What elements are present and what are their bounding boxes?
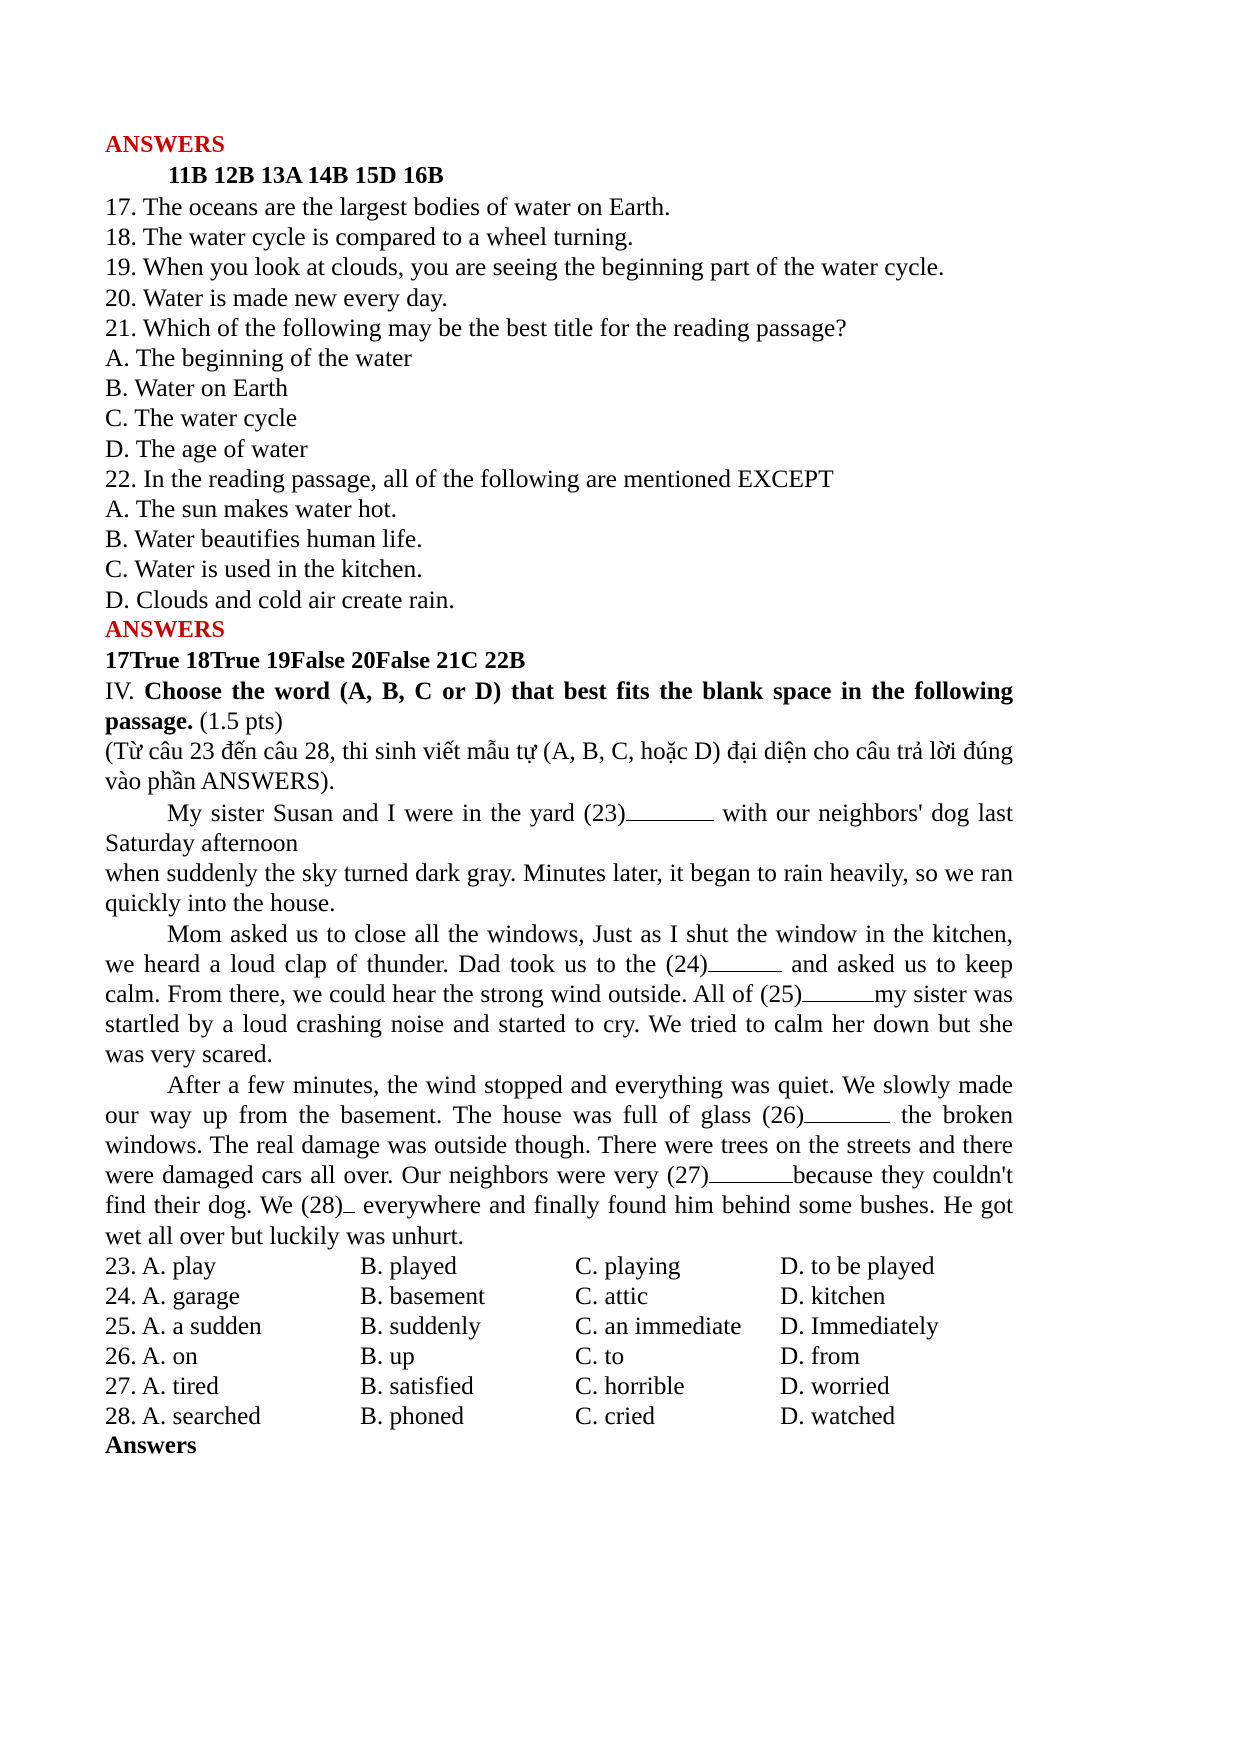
answers-heading-2: ANSWERS [105, 616, 226, 643]
option-24-c: C. attic [575, 1281, 649, 1310]
section-iv-heading [105, 677, 1013, 737]
question-22-stem: 22. In the reading passage, all of the following are mentioned EXCEPT [105, 463, 834, 493]
option-27-a: A. tired [141, 1371, 219, 1400]
question-22-option-c: C. Water is used in the kitchen. [105, 554, 423, 584]
option-23-c: C. playing [575, 1251, 681, 1280]
passage-p3-part-d: everywhere and finally found him behind some bushes. He got wet all over but luckily was unhurt. [105, 1191, 1013, 1250]
question-21-option-d: D. The age of water [105, 433, 308, 463]
option-row-24-a [105, 1281, 360, 1311]
answer-key-line-2: 17True 18True 19False 20False 21C 22B [105, 646, 526, 674]
passage-paragraph-3 [105, 1070, 1013, 1251]
option-27-d: D. worried [780, 1371, 890, 1400]
option-26-c: C. to [575, 1341, 625, 1370]
table-row [105, 1401, 1013, 1431]
passage-p2-part-c: my sister was startled by a loud crashing noise and started to cry. We tried to calm her down but she was very scared. [105, 980, 1013, 1069]
question-22-option-a: A. The sun makes water hot. [105, 494, 398, 524]
section-iv-points: (1.5 pts) [199, 707, 283, 735]
answers-heading-3: Answers [105, 1431, 197, 1459]
option-row-27-number: 27. [105, 1371, 137, 1400]
statement-18: 18. The water cycle is compared to a wheel turning. [105, 222, 634, 252]
passage-p3-part-c: because they couldn't find their dog. We (28) [105, 1161, 1013, 1220]
option-24-d: D. kitchen [780, 1281, 886, 1310]
question-21-stem: 21. Which of the following may be the best title for the reading passage? [105, 312, 847, 342]
blank-23 [626, 820, 714, 821]
option-25-d: D. Immediately [780, 1311, 939, 1340]
passage-p1-part-a: My sister Susan and I were in the yard (23) [167, 798, 626, 827]
table-row [105, 1311, 1013, 1341]
statement-17: 17. The oceans are the largest bodies of water on Earth. [105, 192, 671, 221]
table-row [105, 1341, 1013, 1371]
passage-p1-part-b: with our neighbors' dog last Saturday afternoon [105, 798, 1014, 858]
option-27-b: B. satisfied [360, 1371, 474, 1400]
passage-p2-part-a: Mom asked us to close all the windows, Just as I shut the window in the kitchen, we heard a loud clap of thunder. Dad took us to the (24) [105, 919, 1013, 978]
statement-19: 19. When you look at clouds, you are seeing the beginning part of the water cycle. [105, 252, 945, 282]
statement-20: 20. Water is made new every day. [105, 282, 448, 312]
option-24-a: A. garage [141, 1281, 240, 1310]
vietnamese-instruction-note: (Từ câu 23 đến câu 28, thi sinh viết mẫu tự (A, B, C, hoặc D) đại diện cho câu trả lời đúng vào phần ANSWERS). [105, 737, 1013, 796]
answer-options-body [105, 1251, 1013, 1431]
section-iv-numeral: IV. [105, 677, 135, 705]
option-row-23-a [105, 1251, 360, 1281]
answers-heading-1: ANSWERS [105, 132, 226, 158]
question-21-option-a: A. The beginning of the water [105, 343, 412, 373]
passage-p3-part-b: the broken windows. The real damage was outside though. There were trees on the streets and there were damaged cars all over. Our neighbors were very (27) [105, 1100, 1013, 1190]
document-content [105, 130, 1013, 1461]
option-row-28-number: 28. [105, 1401, 137, 1430]
option-23-b: B. played [360, 1251, 457, 1280]
passage-p3-part-a: After a few minutes, the wind stopped and everything was quiet. We slowly made our way up from the basement. The house was full of glass (26) [105, 1070, 1013, 1129]
blank-26 [804, 1122, 890, 1123]
question-22-option-b: B. Water beautifies human life. [105, 524, 423, 554]
answer-key-line-1: 11B 12B 13A 14B 15D 16B [168, 162, 444, 189]
blank-28 [343, 1212, 355, 1213]
option-23-a: A. play [141, 1251, 217, 1280]
option-23-d: D. to be played [780, 1251, 935, 1280]
option-28-a: A. searched [141, 1401, 261, 1430]
option-26-a: A. on [141, 1341, 198, 1370]
option-28-c: C. cried [575, 1401, 656, 1430]
question-22-option-d: D. Clouds and cold air create rain. [105, 584, 455, 614]
passage-p2-part-b: and asked us to keep calm. From there, we could hear the strong wind outside. All of (25) [105, 949, 1013, 1009]
question-21-option-c: C. The water cycle [105, 403, 298, 433]
option-27-c: C. horrible [575, 1371, 685, 1400]
blank-27 [709, 1182, 793, 1183]
option-row-25-number: 25. [105, 1311, 137, 1340]
option-25-b: B. suddenly [360, 1311, 481, 1340]
option-row-24-number: 24. [105, 1281, 137, 1310]
option-row-26-number: 26. [105, 1341, 137, 1370]
passage-paragraph-1-cont: when suddenly the sky turned dark gray. Minutes later, it began to rain heavily, so we ran quickly into the house. [105, 859, 1013, 918]
option-row-27-a [105, 1371, 360, 1401]
blank-24 [708, 971, 782, 972]
option-25-c: C. an immediate [575, 1311, 742, 1340]
question-21-option-b: B. Water on Earth [105, 373, 289, 403]
option-28-b: B. phoned [360, 1401, 464, 1430]
option-row-28-a [105, 1401, 360, 1431]
table-row [105, 1371, 1013, 1401]
passage-paragraph-1 [105, 798, 1013, 858]
option-25-a: A. a sudden [141, 1311, 262, 1340]
option-row-23-number: 23. [105, 1251, 137, 1280]
option-row-25-a [105, 1311, 360, 1341]
answer-options-table [105, 1251, 1013, 1431]
blank-25 [802, 1001, 874, 1002]
passage-paragraph-2 [105, 919, 1013, 1070]
section-iv-title: Choose the word (A, B, C or D) that best fits the blank space in the following passage. [105, 677, 1013, 735]
table-row [105, 1281, 1013, 1311]
option-26-b: B. up [360, 1341, 415, 1370]
option-26-d: D. from [780, 1341, 861, 1370]
option-28-d: D. watched [780, 1401, 896, 1430]
option-24-b: B. basement [360, 1281, 486, 1310]
option-row-26-a [105, 1341, 360, 1371]
table-row [105, 1251, 1013, 1281]
